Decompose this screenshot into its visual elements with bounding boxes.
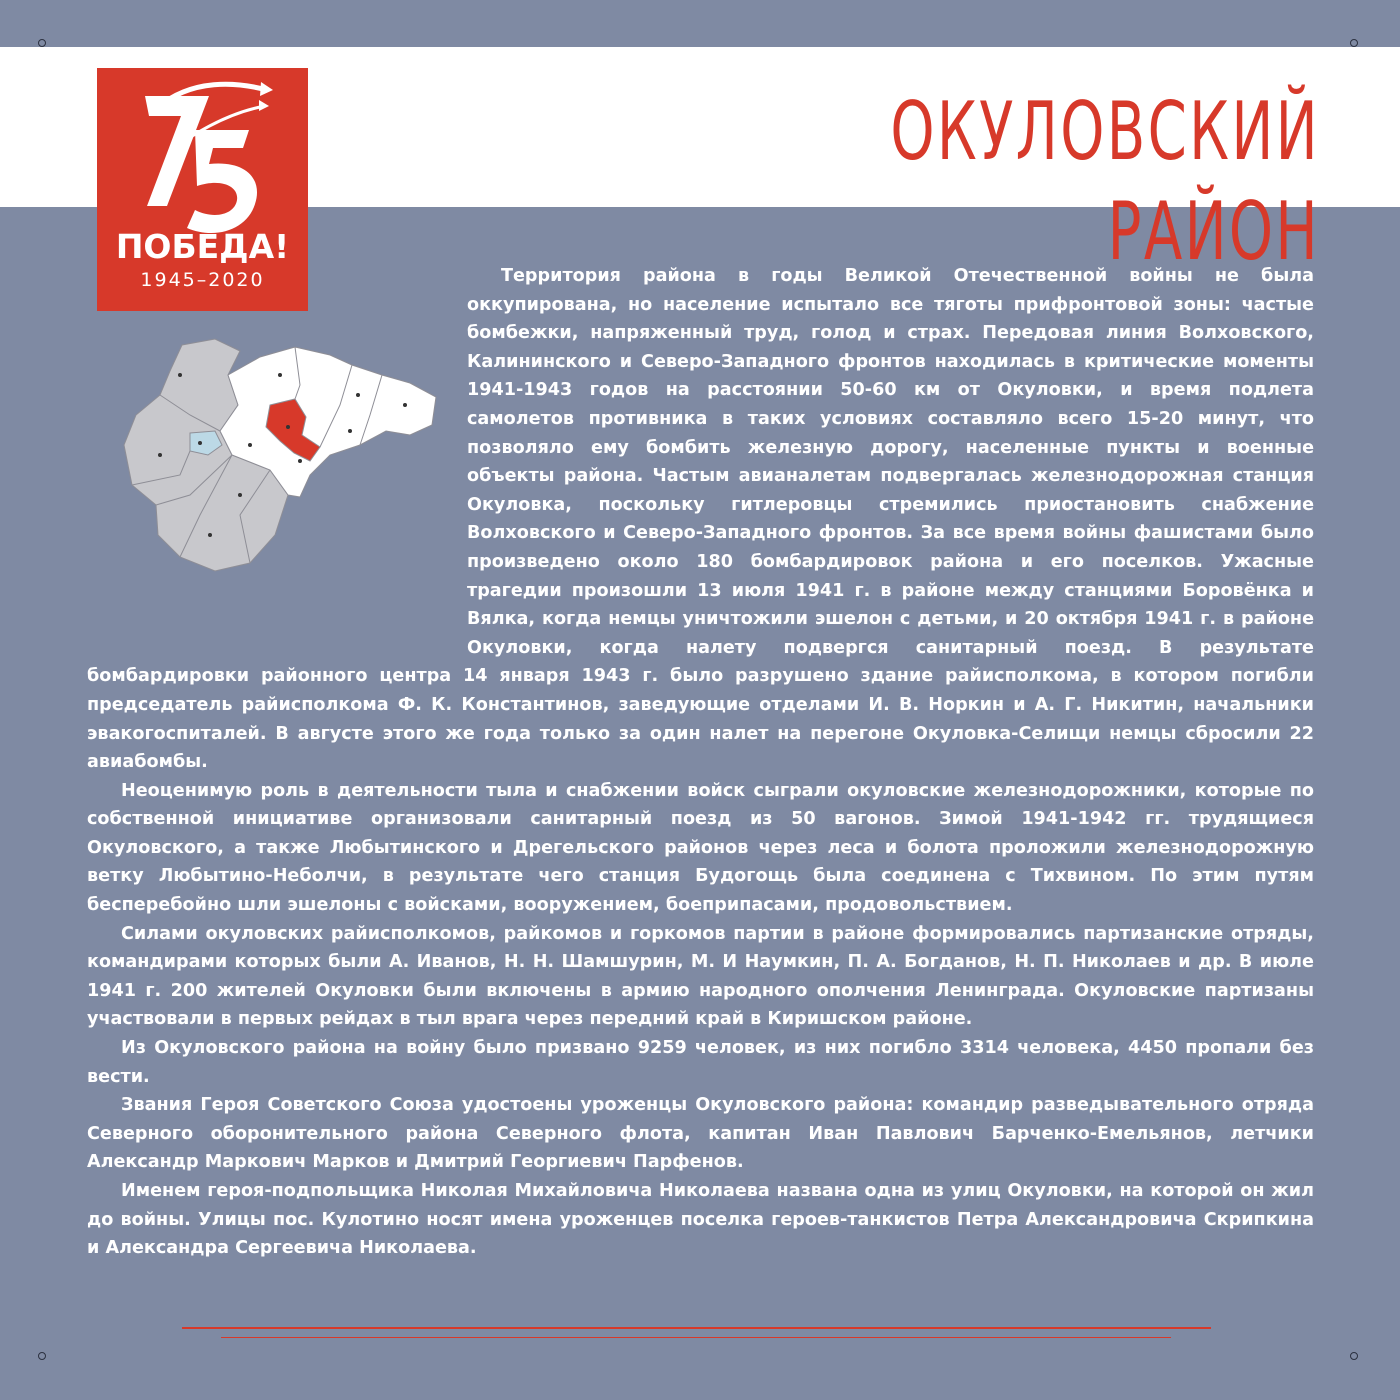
paragraph: Силами окуловских райисполкомов, райкомов и горкомов партии в районе формировались партизанские отряды, командирами которых были А. Иванов, Н. Н. Шамшурин, М. И Наумкин, П. А. Богданов, Н. П. Николаев и др. В июле 1941 г. 200 жителей Окуловки были включены в армию народного ополчения Ленинграда. Окуловские партизаны участвовали в первых рейдах в тыл врага через передний край в Киришском районе.	[87, 923, 1314, 1030]
corner-mount-hole-icon	[38, 39, 46, 47]
logo-victory-word: ПОБЕДА!	[115, 227, 290, 266]
paragraph: Неоценимую роль в деятельности тыла и снабжении войск сыграли окуловские железнодорожники, которые по собственной инициативе организовали санитарный поезд из 50 вагонов. Зимой 1941-1942 гг. трудящиеся Окуловского, а также Любытинского и Дрегельского районов через леса и болота проложили железнодорожную ветку Любытино-Неболчи, в результате чего станция Будогощь была соединена с Тихвином. По этим путям бесперебойно шли эшелоны с войсками, вооружением, боеприпасами, продовольствием.	[87, 780, 1314, 916]
corner-mount-hole-icon	[1350, 1352, 1358, 1360]
decorative-red-line-thin	[221, 1337, 1171, 1338]
page-title: ОКУЛОВСКИЙ РАЙОН	[890, 85, 1320, 278]
article-body	[87, 262, 1314, 1263]
paragraph: Территория района в годы Великой Отечественной войны не была оккупирована, но население испытало все тяготы прифронтовой зоны: частые бомбежки, напряженный труд, голод и страх. Передовая линия Волховского, Калининского и Северо-Западного фронтов находилась в критические моменты 1941-1943 годов на расстоянии 50-60 км от Окуловки, и время подлета самолетов противника в таких условиях составляло всего 15-20 минут, что позволяло ему бомбить железную дорогу, населенные пункты и военные объекты района. Частым авианалетам подвергалась железнодорожная станция Окуловка, поскольку гитлеровцы стремились приостановить снабжение Волховского и Северо-Западного фронтов. За все время войны фашистами было произведено около 180 бомбардировок района и его поселков. Ужасные трагедии произошли 13 июля 1941 г. в районе между станциями Боровёнка и Вялка, когда немцы уничтожили эшелон с детьми, и 20 октября 1941 г. в районе Окуловки, когда налету подвергся санитарный поезд. В результате бомбардировки районного центра 14 января 1943 г. было разрушено здание райисполкома, в котором погибли председатель райисполкома Ф. К. Константинов, заведующие отделами И. В. Норкин и А. Г. Никитин, начальники эвакогоспиталей. В августе этого же года только за один налет на перегоне Окуловка-Селищи немцы сбросили 22 авиабомбы.	[87, 266, 1314, 773]
logo-years: 1945–2020	[140, 269, 265, 291]
decorative-red-line	[182, 1327, 1211, 1329]
paragraph: Из Окуловского района на войну было призвано 9259 человек, из них погибло 3314 человека, 4450 пропали без вести.	[87, 1038, 1314, 1087]
corner-mount-hole-icon	[1350, 39, 1358, 47]
paragraph: Звания Героя Советского Союза удостоены уроженцы Окуловского района: командир разведывательного отряда Северного оборонительного района Северного флота, капитан Иван Павлович Барченко-Емельянов, летчики Александр Маркович Марков и Дмитрий Георгиевич Парфенов.	[87, 1095, 1314, 1173]
corner-mount-hole-icon	[38, 1352, 46, 1360]
paragraph: Именем героя-подпольщика Николая Михайловича Николаева названа одна из улиц Окуловки, на которой он жил до войны. Улицы пос. Кулотино носят имена уроженцев поселка героев-танкистов Петра Александровича Скрипкина и Александра Сергеевича Николаева.	[87, 1181, 1314, 1259]
